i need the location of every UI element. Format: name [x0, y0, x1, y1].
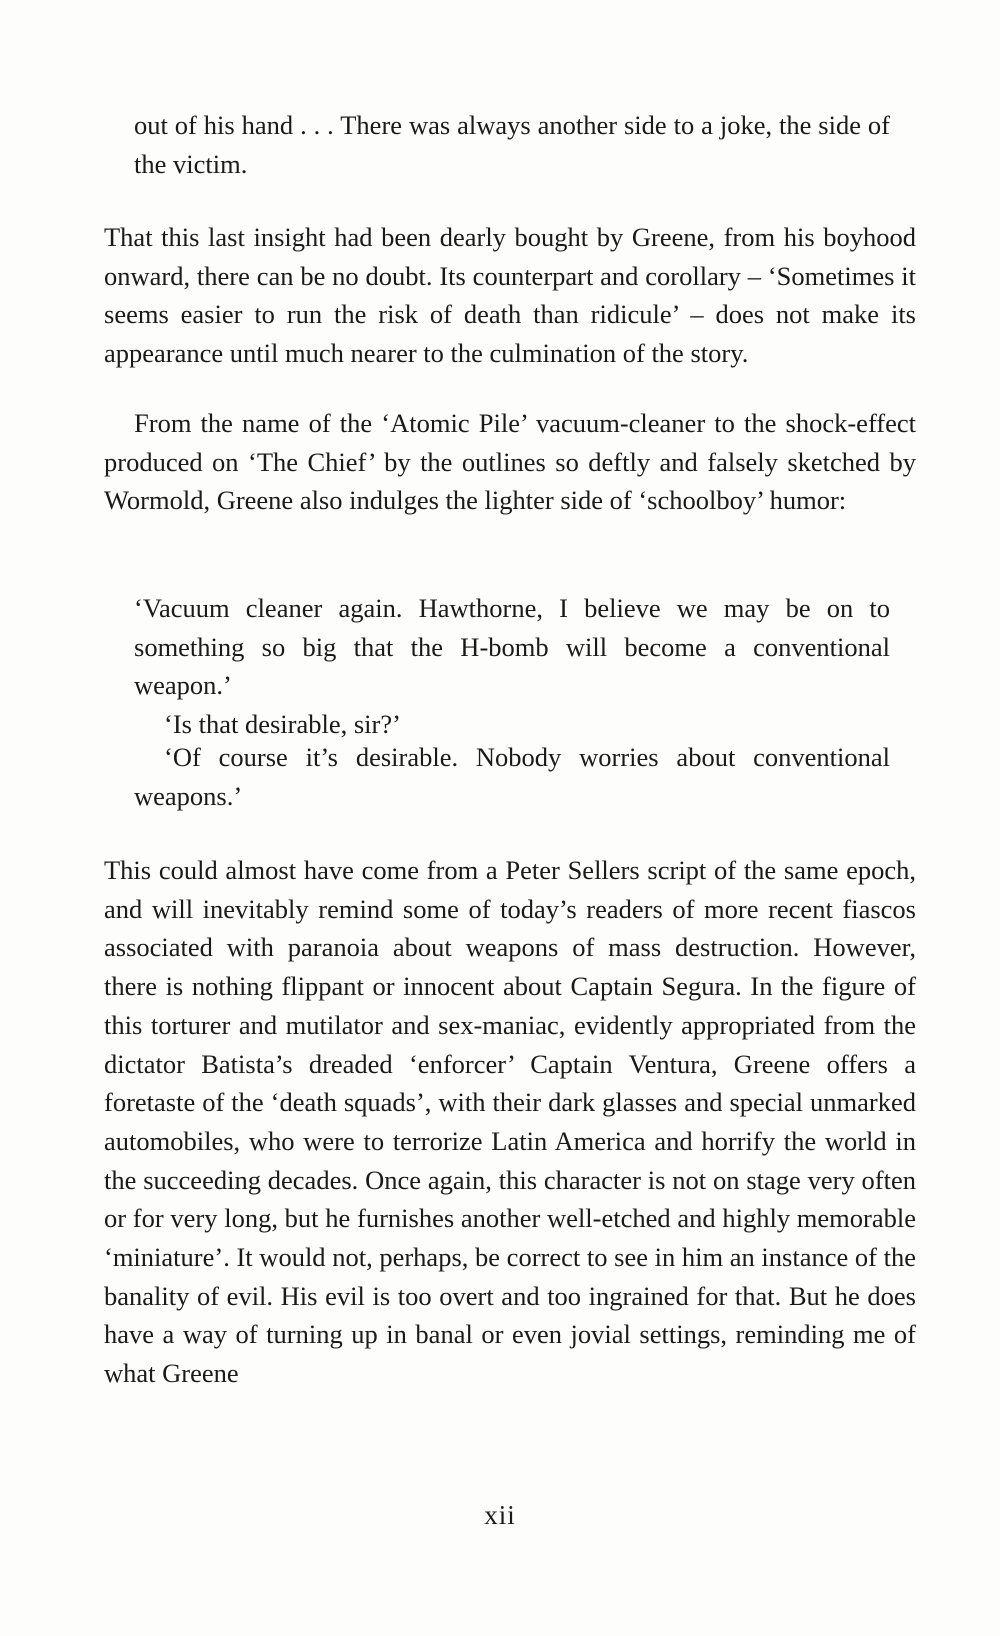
body-paragraph-2: From the name of the ‘Atomic Pile’ vacuum-cleaner to the shock-effect produced on ‘The Chief’ by the outlines so deftly and falsely sketched by Wormold, Greene also indulges the lighter side of ‘schoolboy’ humor: — [104, 408, 916, 516]
body-paragraph-1: That this last insight had been dearly bought by Greene, from his boyhood onward, there can be no doubt. Its counterpart and corollary – ‘Sometimes it seems easier to run the risk of death than ridicule’ – does not make its appearance until much nearer to the culmination of the story. — [104, 222, 916, 369]
dialogue-quote-line-3: ‘Of course it’s desirable. Nobody worries about conventional weapons.’ — [134, 742, 890, 811]
body-paragraph-3: This could almost have come from a Peter Sellers script of the same epoch, and will inevitably remind some of today’s readers of more recent fiascos associated with paranoia about weapons of mass destruction. However, there is nothing flippant or innocent about Captain Segura. In the figure of this torturer and mutilator and sex-maniac, evidently appropriated from the dictator Batista’s dreaded ‘enforcer’ Captain Ventura, Greene offers a foretaste of the ‘death squads’, with their dark glasses and special unmarked automobiles, who were to terrorize Latin America and horrify the world in the succeeding decades. Once again, this character is not on stage very often or for very long, but he furnishes another well-etched and highly memorable ‘miniature’. It would not, perhaps, be correct to see in him an instance of the banality of evil. His evil is too overt and too ingrained for that. But he does have a way of turning up in banal or even jovial settings, reminding me of what Greene — [104, 855, 916, 1389]
page-number: xii — [484, 1500, 516, 1530]
block-quote-continuation: out of his hand . . . There was always another side to a joke, the side of the victim. — [134, 110, 890, 179]
dialogue-quote-line-1: ‘Vacuum cleaner again. Hawthorne, I believe we may be on to something so big that the H-bomb will become a conventional weapon.’ — [134, 593, 890, 701]
dialogue-quote-line-2: ‘Is that desirable, sir?’ — [164, 709, 401, 739]
